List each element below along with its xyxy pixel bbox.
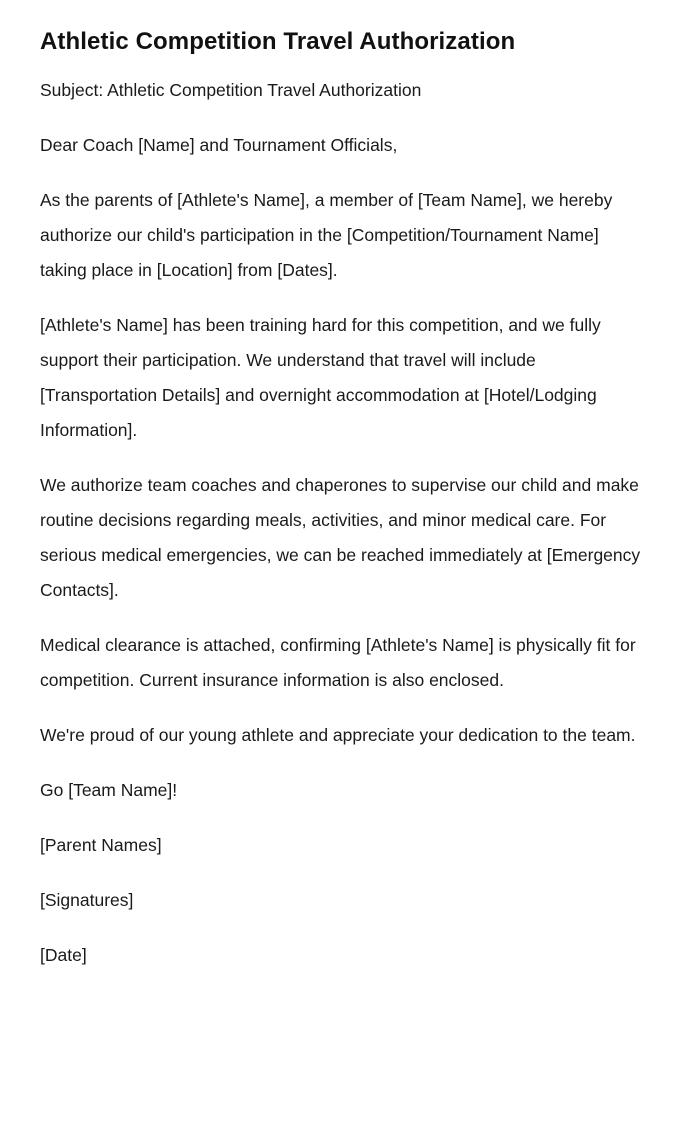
body-paragraph: We're proud of our young athlete and appreciate your dedication to the team. — [40, 725, 636, 746]
salutation: Dear Coach [Name] and Tournament Officials, — [40, 135, 398, 156]
body-paragraph: [Athlete's Name] has been training hard for this competition, and we fully support their participation. We understand that travel will include [Transportation Details] and overnight accommodation at [Hotel/Lodging Information]. — [40, 315, 601, 441]
closing-parent-names-line: [Parent Names] — [40, 835, 162, 856]
body-paragraph: We authorize team coaches and chaperones to supervise our child and make routine decisions regarding meals, activities, and minor medical care. For serious medical emergencies, we can be reached immediately at [Emergency Contacts]. — [40, 475, 641, 601]
closing-date-line: [Date] — [40, 945, 87, 966]
closing-cheer-line: Go [Team Name]! — [40, 780, 178, 801]
body-paragraph: As the parents of [Athlete's Name], a member of [Team Name], we hereby authorize our child's participation in the [Competition/Tournament Name] taking place in [Location] from [Dates]. — [40, 190, 613, 281]
closing-signatures-line: [Signatures] — [40, 890, 134, 911]
document-title: Athletic Competition Travel Authorization — [40, 28, 516, 55]
body-paragraph: Medical clearance is attached, confirming [Athlete's Name] is physically fit for competition. Current insurance information is also enclosed. — [40, 635, 636, 691]
subject-line: Subject: Athletic Competition Travel Authorization — [40, 80, 422, 101]
